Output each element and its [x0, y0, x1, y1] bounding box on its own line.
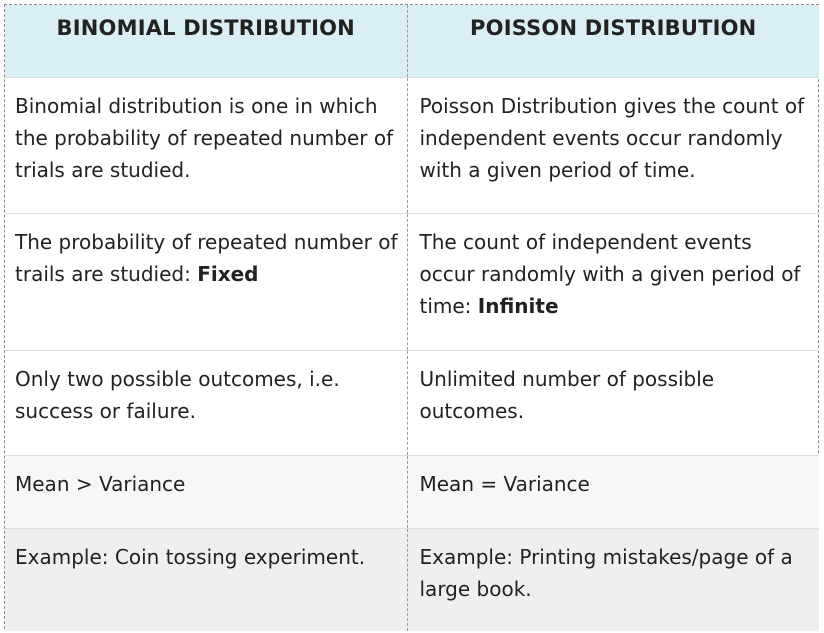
poisson-mean-cell: [407, 455, 819, 528]
binomial-mean-text: Mean > Variance: [15, 471, 186, 496]
header-row: [5, 5, 819, 77]
binomial-outcomes-text: Only two possible outcomes, i.e. success or failure.: [15, 366, 340, 423]
binomial-outcomes-cell: [5, 350, 407, 455]
table-row: [5, 528, 819, 631]
binomial-trials-text: The probability of repeated number of trails are studied:: [15, 229, 398, 286]
header-binomial: BINOMIAL DISTRIBUTION: [5, 5, 407, 77]
table-row: [5, 213, 819, 350]
table-row: [5, 77, 819, 213]
poisson-outcomes-text: Unlimited number of possible outcomes.: [419, 366, 715, 423]
binomial-mean-cell: [5, 455, 407, 528]
poisson-trials-cell: [407, 213, 819, 350]
binomial-example-text: Example: Coin tossing experiment.: [15, 544, 366, 569]
comparison-table: [5, 5, 819, 631]
poisson-mean-text: Mean = Variance: [419, 471, 590, 496]
binomial-definition-text: Binomial distribution is one in which the probability of repeated number of trials are studied.: [15, 93, 394, 182]
poisson-example-text: Example: Printing mistakes/page of a large book.: [419, 544, 793, 601]
table-row: [5, 350, 819, 455]
binomial-trials-value: Fixed: [197, 261, 259, 286]
header-poisson: POISSON DISTRIBUTION: [407, 5, 819, 77]
poisson-trials-text: The count of independent events occur randomly with a given period of time:: [419, 229, 801, 318]
binomial-trials-cell: [5, 213, 407, 350]
poisson-example-cell: [407, 528, 819, 631]
poisson-outcomes-cell: [407, 350, 819, 455]
binomial-definition-cell: [5, 77, 407, 213]
binomial-example-cell: [5, 528, 407, 631]
poisson-trials-value: Infinite: [477, 293, 559, 318]
poisson-definition-cell: [407, 77, 819, 213]
table-row: [5, 455, 819, 528]
poisson-definition-text: Poisson Distribution gives the count of independent events occur randomly with a given period of time.: [419, 93, 805, 182]
